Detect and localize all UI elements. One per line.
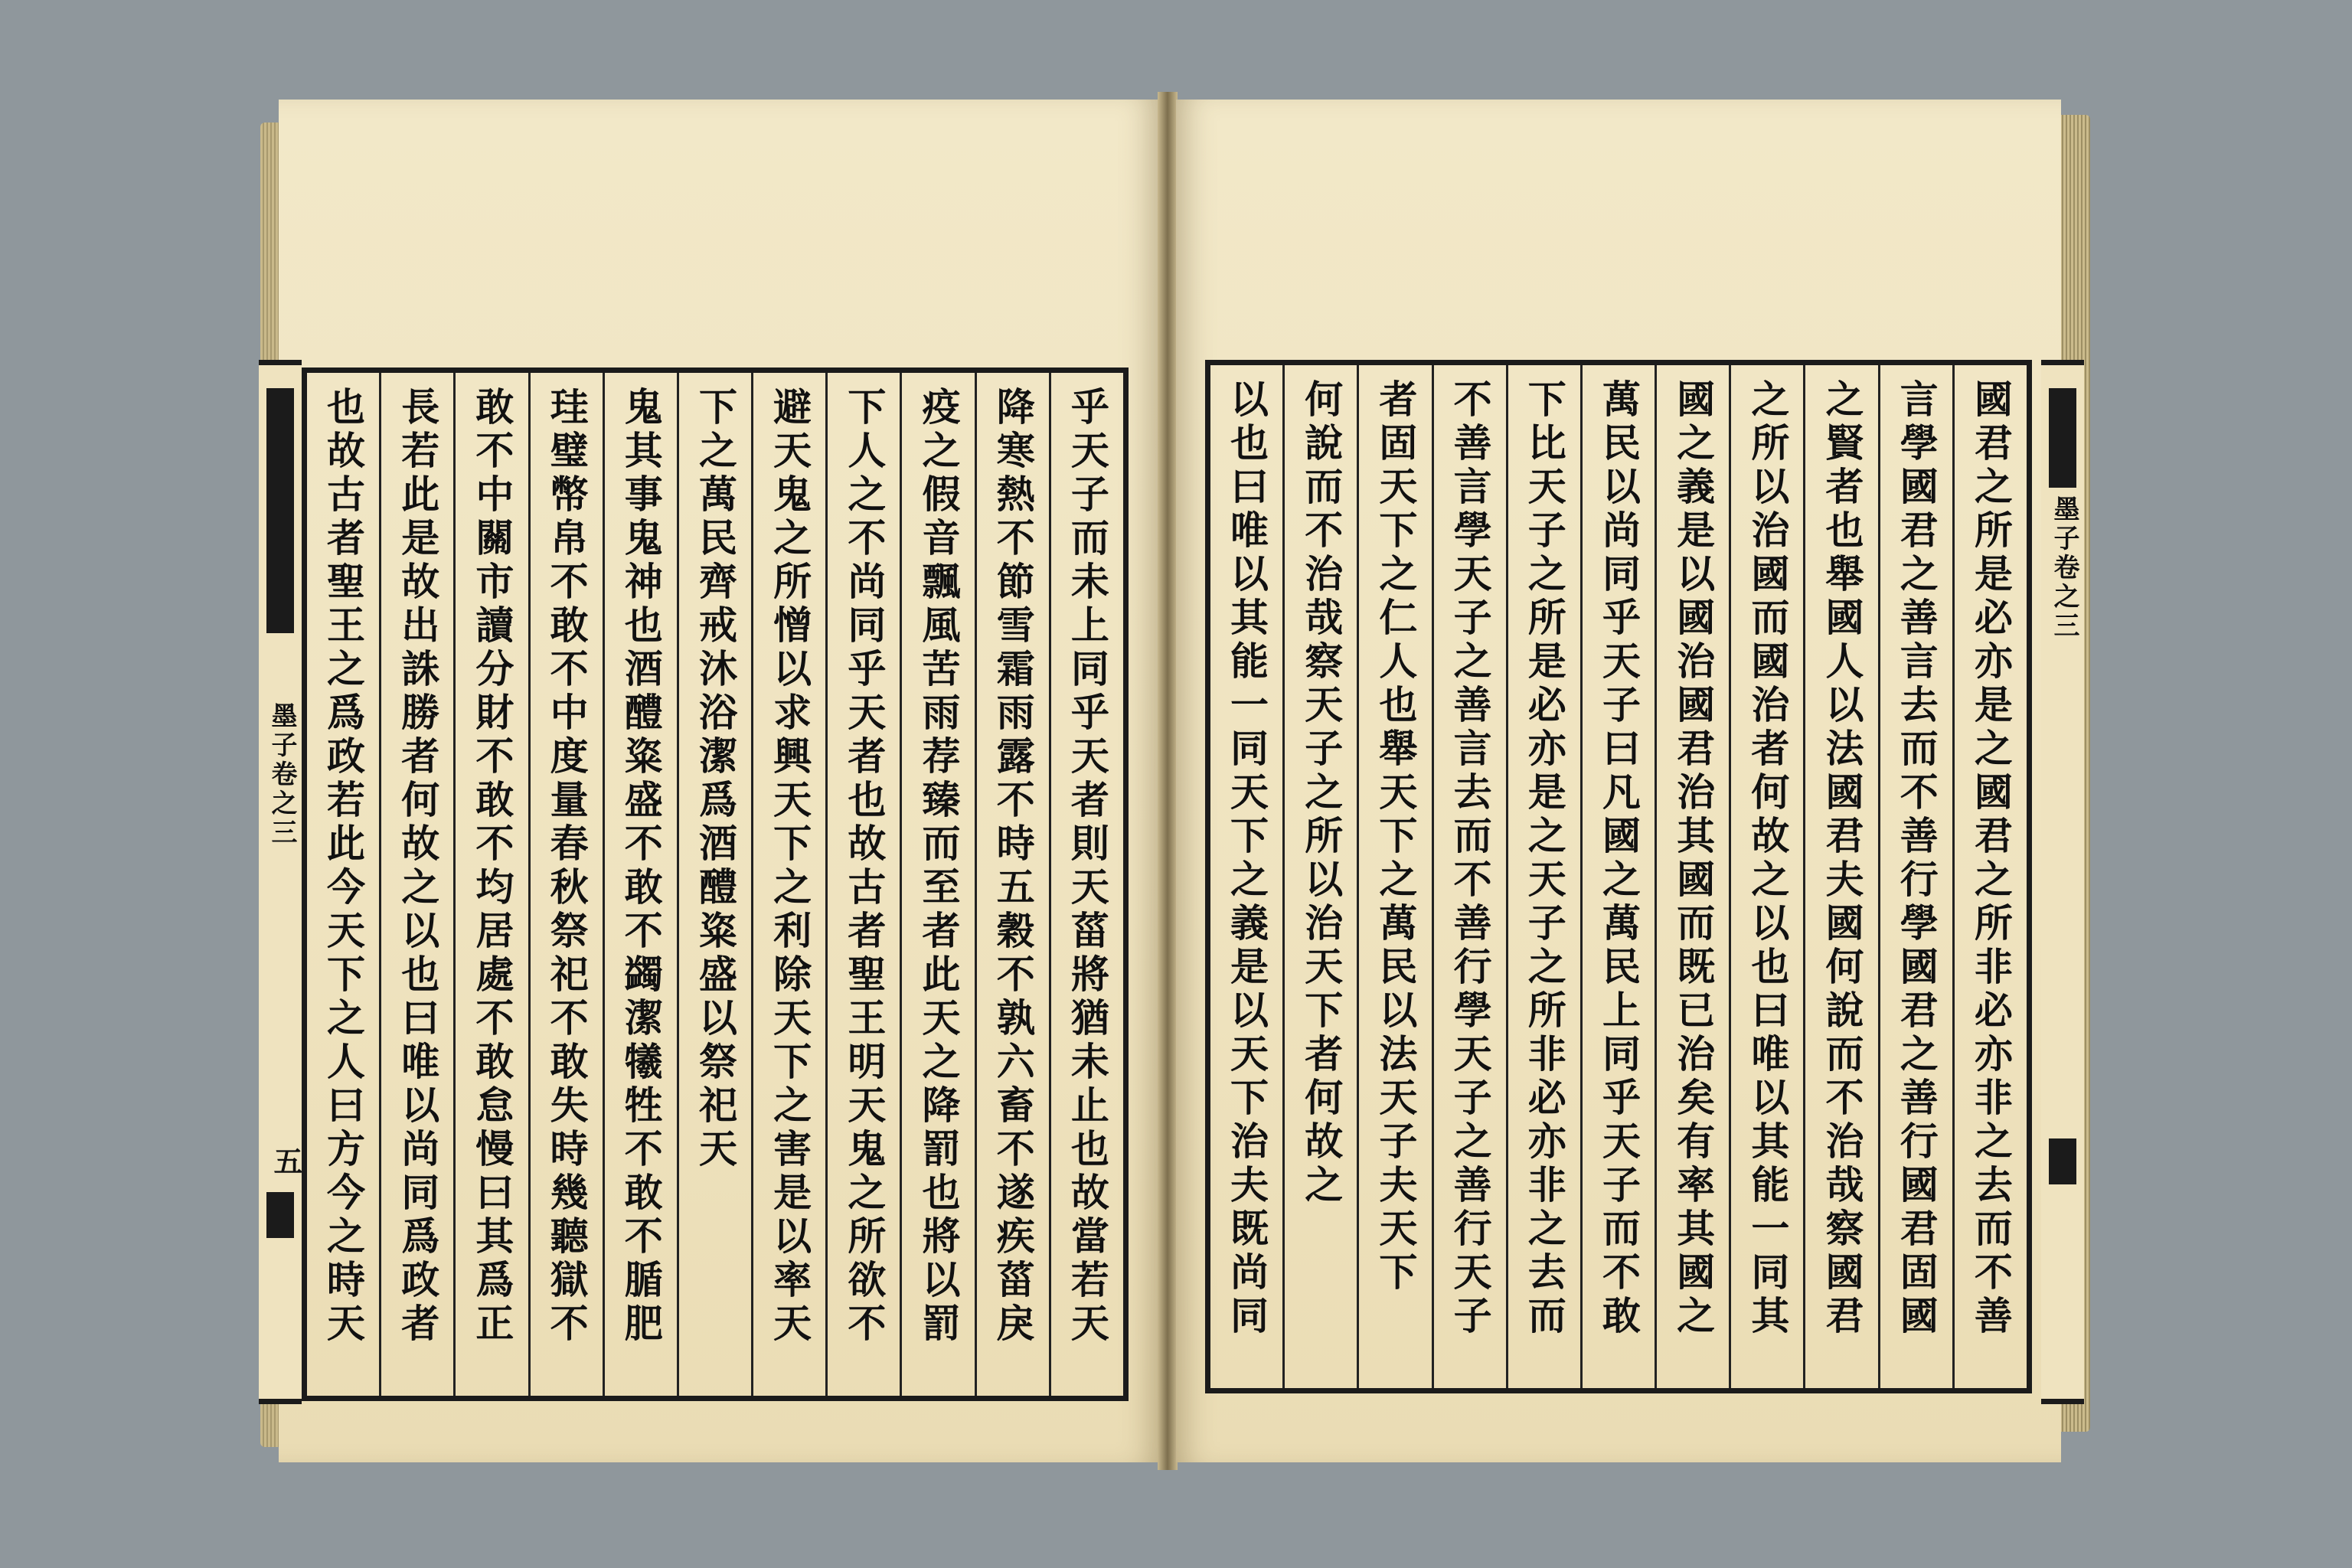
text-column bbox=[1432, 365, 1506, 1388]
text-column bbox=[751, 373, 825, 1396]
column-text: 疫之假音飄風苦雨荐臻而至者此天之降罰也將以罰 bbox=[916, 387, 962, 1347]
column-text: 之賢者也舉國人以法國君夫國何說而不治哉察國君 bbox=[1819, 379, 1865, 1339]
text-column bbox=[1357, 365, 1431, 1388]
text-column bbox=[1049, 373, 1123, 1396]
text-column bbox=[307, 373, 379, 1396]
text-column bbox=[825, 373, 900, 1396]
text-frame bbox=[302, 368, 1129, 1401]
column-text: 以也曰唯以其能一同天下之義是以天下治夫既尚同 bbox=[1224, 379, 1270, 1339]
column-text: 降寒熱不節雪霜雨露不時五穀不孰六畜不遂疾菑戾 bbox=[990, 387, 1036, 1347]
text-column bbox=[677, 373, 751, 1396]
column-text: 國君之所是必亦是之國君之所非必亦非之去而不善 bbox=[1968, 379, 2014, 1339]
text-column bbox=[528, 373, 603, 1396]
text-columns bbox=[1210, 365, 2027, 1388]
right-page-margin bbox=[2041, 360, 2084, 1404]
column-text: 避天鬼之所憎以求興天下之利除天下之害是以率天 bbox=[767, 387, 813, 1347]
book-gutter bbox=[1158, 92, 1178, 1470]
text-column bbox=[1580, 365, 1655, 1388]
margin-title: 墨子卷之三 bbox=[266, 702, 297, 848]
text-column bbox=[1210, 365, 1282, 1388]
left-page bbox=[266, 100, 1159, 1462]
margin-title: 墨子卷之三 bbox=[2049, 495, 2079, 641]
column-text: 長若此是故出誅勝者何故之以也曰唯以尚同爲政者 bbox=[395, 387, 441, 1347]
text-column bbox=[453, 373, 528, 1396]
column-text: 國之義是以國治國君治其國而既已治矣有率其國之 bbox=[1671, 379, 1717, 1339]
left-page-margin bbox=[259, 360, 302, 1404]
text-column bbox=[1952, 365, 2027, 1388]
text-column bbox=[1506, 365, 1580, 1388]
column-text: 下比天子之所是必亦是之天子之所非必亦非之去而 bbox=[1521, 379, 1567, 1339]
text-frame bbox=[1205, 360, 2032, 1393]
margin-page-number: 五 bbox=[269, 1146, 303, 1175]
column-text: 萬民以尚同乎天子曰凡國之萬民上同乎天子而不敢 bbox=[1596, 379, 1642, 1339]
column-text: 也故古者聖王之爲政若此今天下之人曰方今之時天 bbox=[321, 387, 367, 1347]
column-text: 下人之不尚同乎天者也故古者聖王明天鬼之所欲不 bbox=[841, 387, 887, 1347]
text-column bbox=[1803, 365, 1877, 1388]
text-column bbox=[1878, 365, 1952, 1388]
text-column bbox=[379, 373, 453, 1396]
text-column bbox=[1655, 365, 1729, 1388]
column-text: 之所以治國而國治者何故之以也曰唯以其能一同其 bbox=[1745, 379, 1791, 1339]
fish-tail-mark bbox=[2049, 1138, 2076, 1184]
text-columns bbox=[307, 373, 1123, 1396]
column-text: 敢不中關市讀分財不敢不均居處不敢怠慢曰其爲正 bbox=[469, 387, 515, 1347]
right-page bbox=[1176, 100, 2079, 1462]
fish-tail-mark bbox=[266, 1192, 294, 1238]
fish-tail-mark bbox=[266, 388, 294, 633]
text-column bbox=[1729, 365, 1803, 1388]
text-column bbox=[900, 373, 974, 1396]
text-column bbox=[1282, 365, 1357, 1388]
column-text: 鬼其事鬼神也酒醴粢盛不敢不蠲潔犧牲不敢不腯肥 bbox=[618, 387, 664, 1347]
column-text: 言學國君之善言去而不善行學國君之善行國君固國 bbox=[1893, 379, 1939, 1339]
column-text: 珪璧幣帛不敢不中度量春秋祭祀不敢失時幾聽獄不 bbox=[544, 387, 590, 1347]
column-text: 不善言學天子之善言去而不善行學天子之善行天子 bbox=[1447, 379, 1493, 1339]
column-text: 乎天子而未上同乎天者則天菑將猶未止也故當若天 bbox=[1064, 387, 1110, 1347]
column-text: 何說而不治哉察天子之所以治天下者何故之 bbox=[1298, 379, 1344, 1208]
column-text: 下之萬民齊戒沐浴潔爲酒醴粢盛以祭祀天 bbox=[692, 387, 738, 1172]
fish-tail-mark bbox=[2049, 388, 2076, 488]
column-text: 者固天下之仁人也舉天下之萬民以法天子夫天下 bbox=[1373, 379, 1419, 1295]
text-column bbox=[975, 373, 1049, 1396]
text-column bbox=[603, 373, 677, 1396]
open-book bbox=[260, 92, 2090, 1478]
